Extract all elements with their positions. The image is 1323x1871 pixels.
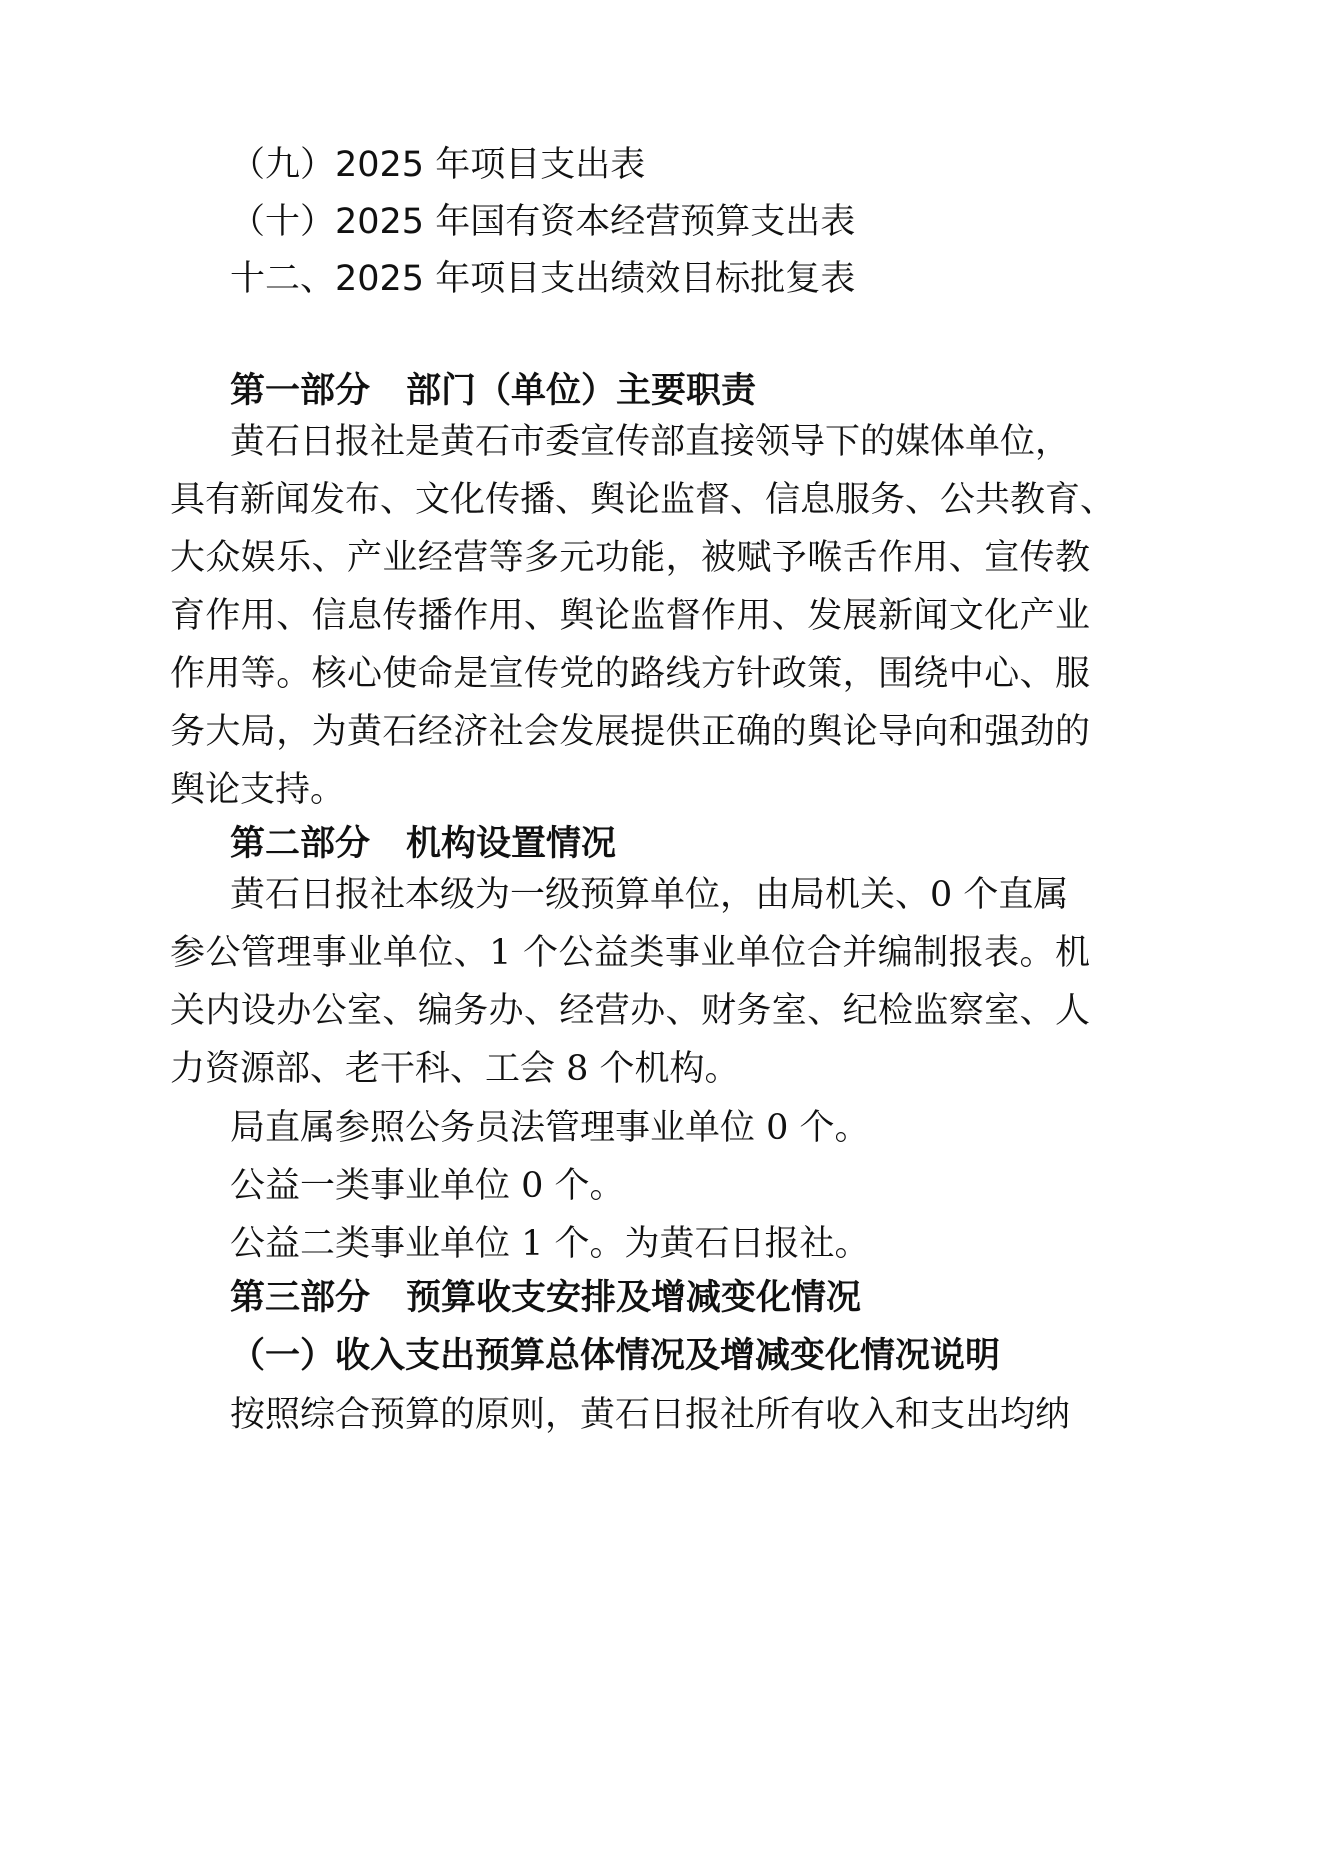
part2-list-item: 局直属参照公务员法管理事业单位 0 个。 (230, 1108, 870, 1148)
part2-title: 机构设置情况 (406, 824, 617, 864)
part3-label: 第三部分 (230, 1278, 371, 1318)
part2-paragraph-line: 参公管理事业单位、1 个公益类事业单位合并编制报表。机 (170, 933, 1090, 973)
part2-list-item: 公益二类事业单位 1 个。为黄石日报社。 (230, 1224, 870, 1264)
part1-paragraph-line: 务大局，为黄石经济社会发展提供正确的舆论导向和强劲的 (170, 712, 1090, 752)
part1-paragraph-line: 黄石日报社是黄石市委宣传部直接领导下的媒体单位， (230, 422, 1071, 462)
part3-heading (230, 1276, 861, 1320)
toc-item-12: 十二、2025 年项目支出绩效目标批复表 (230, 259, 856, 299)
part2-list-item: 公益一类事业单位 0 个。 (230, 1166, 625, 1206)
part1-paragraph-line: 大众娱乐、产业经营等多元功能，被赋予喉舌作用、宣传教 (170, 538, 1090, 578)
part1-heading (230, 369, 756, 413)
part3-subheading: （一）收入支出预算总体情况及增减变化情况说明 (230, 1336, 1001, 1376)
part2-paragraph-line: 黄石日报社本级为一级预算单位，由局机关、0 个直属 (230, 875, 1069, 915)
part1-paragraph-line: 舆论支持。 (170, 770, 346, 810)
toc-item-9: （九）2025 年项目支出表 (230, 145, 646, 185)
part3-paragraph-line: 按照综合预算的原则，黄石日报社所有收入和支出均纳 (230, 1395, 1071, 1435)
part2-label: 第二部分 (230, 824, 371, 864)
part1-label: 第一部分 (230, 371, 371, 411)
part1-paragraph-line: 具有新闻发布、文化传播、舆论监督、信息服务、公共教育、 (170, 480, 1116, 520)
part2-paragraph-line: 力资源部、老干科、工会 8 个机构。 (170, 1049, 740, 1089)
part1-title: 部门（单位）主要职责 (406, 371, 757, 411)
part2-heading (230, 822, 616, 866)
toc-item-10: （十）2025 年国有资本经营预算支出表 (230, 202, 856, 242)
part3-title: 预算收支安排及增减变化情况 (406, 1278, 862, 1318)
part2-paragraph-line: 关内设办公室、编务办、经营办、财务室、纪检监察室、人 (170, 991, 1090, 1031)
part1-paragraph-line: 作用等。核心使命是宣传党的路线方针政策，围绕中心、服 (170, 654, 1090, 694)
part1-paragraph-line: 育作用、信息传播作用、舆论监督作用、发展新闻文化产业 (170, 596, 1090, 636)
